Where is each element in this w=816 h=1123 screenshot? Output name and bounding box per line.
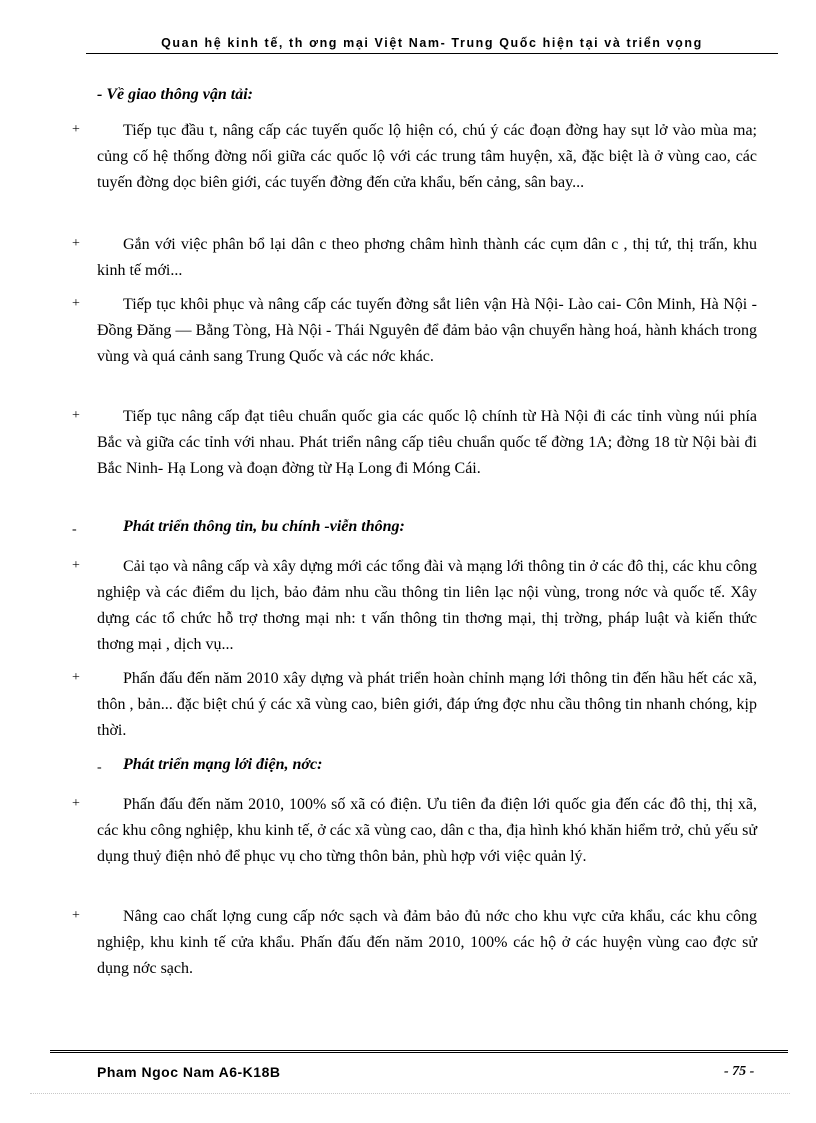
bottom-divider — [30, 1093, 790, 1094]
section-heading-power-water: Phát triển mạng lới điện, nớc: — [123, 756, 323, 773]
paragraph: Nâng cao chất lợng cung cấp nớc sạch và đảm bảo đủ nớc cho khu vực cửa khẩu, các khu công nghiệp, khu kinh tế cửa khẩu. Phấn đấu đến năm 2010, 100% các hộ ở các huyện vùng cao đợc sử dụng nớc sạch. — [97, 908, 757, 977]
running-header: Quan hệ kinh tế, th ơng mại Việt Nam- Trung Quốc hiện tại và triển vọng — [86, 36, 778, 54]
paragraph: Tiếp tục đầu t, nâng cấp các tuyến quốc lộ hiện có, chú ý các đoạn đờng hay sụt lở vào mùa ma; củng cố hệ thống đờng nối giữa các quốc lộ với các trung tâm huyện, xã, đặc biệt là ở vùng cao, các tuyến đờng dọc biên giới, các tuyến đờng đến cửa khẩu, bến cảng, sân bay... — [97, 122, 757, 191]
bullet-marker: + — [72, 122, 80, 137]
footer-author: Pham Ngoc Nam A6-K18B — [97, 1064, 281, 1080]
paragraph: Phấn đấu đến năm 2010 xây dựng và phát triển hoàn chỉnh mạng lới thông tin đến hầu hết các xã, thôn , bản... đặc biệt chú ý các xã vùng cao, biên giới, đáp ứng đợc nhu cầu thông tin nhanh chóng, kịp thời. — [97, 670, 757, 739]
bullet-marker: + — [72, 796, 80, 811]
section-marker: - — [97, 760, 102, 775]
paragraph: Gắn với việc phân bổ lại dân c theo phơng châm hình thành các cụm dân c , thị tứ, thị trấn, khu kinh tế mới... — [97, 236, 757, 279]
paragraph: Phấn đấu đến năm 2010, 100% số xã có điện. Ưu tiên đa điện lới quốc gia đến các đô thị, thị xã, các khu công nghiệp, khu kinh tế, ở các xã vùng cao, dân c tha, địa hình khó khăn hiểm trở, chủ yếu sử dụng thuỷ điện nhỏ để phục vụ cho từng thôn bản, phù hợp với việc quản lý. — [97, 796, 757, 865]
bullet-marker: + — [72, 558, 80, 573]
paragraph: Cải tạo và nâng cấp và xây dựng mới các tổng đài và mạng lới thông tin ở các đô thị, các khu công nghiệp và các điểm du lịch, bảo đảm nhu cầu thông tin liên lạc nội vùng, trong nớc và quốc tế. Xây dựng các tổ chức hỗ trợ thơng mại nh: t vấn thông tin thơng mại, thị trờng, pháp luật và kiến thức thơng mại , dịch vụ... — [97, 558, 757, 653]
section-heading-telecom: Phát triển thông tin, bu chính -viễn thông: — [123, 518, 405, 535]
paragraph: Tiếp tục nâng cấp đạt tiêu chuẩn quốc gia các quốc lộ chính từ Hà Nội đi các tỉnh vùng núi phía Bắc và giữa các tỉnh với nhau. Phát triển nâng cấp tiêu chuẩn quốc tế đờng 1A; đờng 18 từ Nội bài đi Bắc Ninh- Hạ Long và đoạn đờng từ Hạ Long đi Móng Cái. — [97, 408, 757, 477]
paragraph: Tiếp tục khôi phục và nâng cấp các tuyến đờng sắt liên vận Hà Nội- Lào cai- Côn Minh, Hà Nội - Đồng Đăng — Bằng Tòng, Hà Nội - Thái Nguyên để đảm bảo vận chuyển hàng hoá, hành khách trong vùng và quá cảnh sang Trung Quốc và các nớc khác. — [97, 296, 757, 365]
bullet-marker: + — [72, 670, 80, 685]
page-number: - 75 - — [724, 1064, 755, 1079]
section-heading-transport: - Về giao thông vận tải: — [97, 86, 254, 103]
footer-rule — [50, 1050, 788, 1053]
section-marker: - — [72, 522, 77, 537]
bullet-marker: + — [72, 908, 80, 923]
bullet-marker: + — [72, 296, 80, 311]
bullet-marker: + — [72, 408, 80, 423]
bullet-marker: + — [72, 236, 80, 251]
